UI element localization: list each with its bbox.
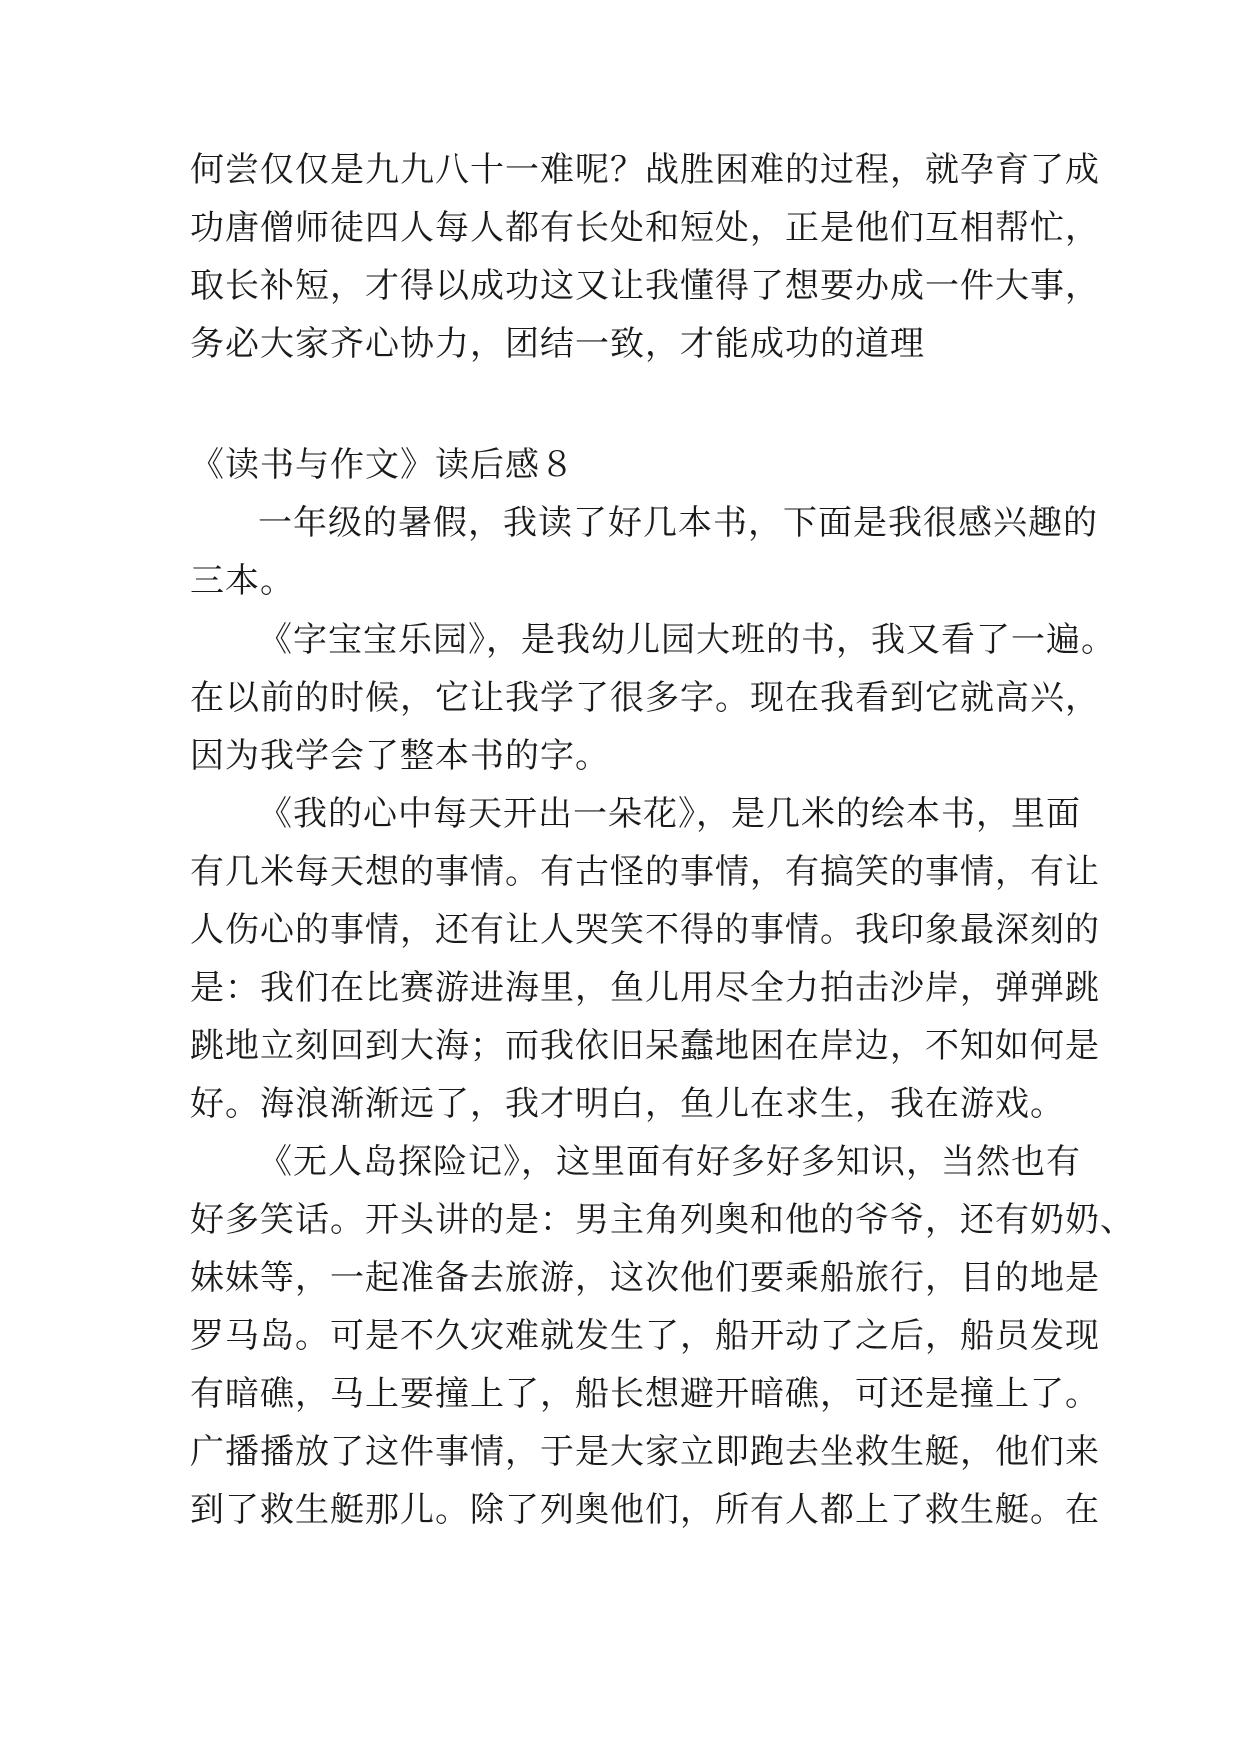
section-title: 《读书与作文》读后感８ (190, 445, 575, 485)
paragraph-line: 《我的心中每天开出一朵花》，是几米的绘本书，里面 (258, 794, 1081, 834)
paragraph-line: 有几米每天想的事情。有古怪的事情，有搞笑的事情，有让 (190, 852, 1100, 892)
paragraph-line: 是：我们在比赛游进海里，鱼儿用尽全力拍击沙岸，弹弹跳 (190, 968, 1100, 1008)
paragraph-line: 好多笑话。开头讲的是：男主角列奥和他的爷爷，还有奶奶、 (190, 1200, 1135, 1240)
paragraph-line: 跳地立刻回到大海；而我依旧呆蠢地困在岸边，不知如何是 (190, 1026, 1100, 1066)
paragraph-line: 三本。 (190, 561, 295, 601)
text-line: 取长补短，才得以成功这又让我懂得了想要办成一件大事， (190, 266, 1100, 306)
paragraph-line: 《无人岛探险记》，这里面有好多好多知识，当然也有 (258, 1142, 1081, 1182)
paragraph-line: 《字宝宝乐园》，是我幼儿园大班的书，我又看了一遍。 (258, 620, 1116, 660)
paragraph-line: 罗马岛。可是不久灾难就发生了，船开动了之后，船员发现 (190, 1316, 1100, 1356)
text-line: 务必大家齐心协力，团结一致，才能成功的道理 (190, 324, 925, 364)
paragraph-line: 一年级的暑假，我读了好几本书，下面是我很感兴趣的 (258, 503, 1098, 543)
paragraph-line: 有暗礁，马上要撞上了，船长想避开暗礁，可还是撞上了。 (190, 1374, 1100, 1414)
text-line: 何尝仅仅是九九八十一难呢？战胜困难的过程，就孕育了成 (190, 150, 1100, 190)
paragraph-line: 妹妹等，一起准备去旅游，这次他们要乘船旅行，目的地是 (190, 1258, 1100, 1298)
paragraph-line: 在以前的时候，它让我学了很多字。现在我看到它就高兴， (190, 678, 1100, 718)
text-line: 功唐僧师徒四人每人都有长处和短处，正是他们互相帮忙， (190, 208, 1100, 248)
paragraph-line: 人伤心的事情，还有让人哭笑不得的事情。我印象最深刻的 (190, 910, 1100, 950)
paragraph-line: 到了救生艇那儿。除了列奥他们，所有人都上了救生艇。在 (190, 1490, 1100, 1530)
paragraph-line: 因为我学会了整本书的字。 (190, 736, 610, 776)
paragraph-line: 好。海浪渐渐远了，我才明白，鱼儿在求生，我在游戏。 (190, 1084, 1065, 1124)
paragraph-line: 广播播放了这件事情，于是大家立即跑去坐救生艇，他们来 (190, 1432, 1100, 1472)
